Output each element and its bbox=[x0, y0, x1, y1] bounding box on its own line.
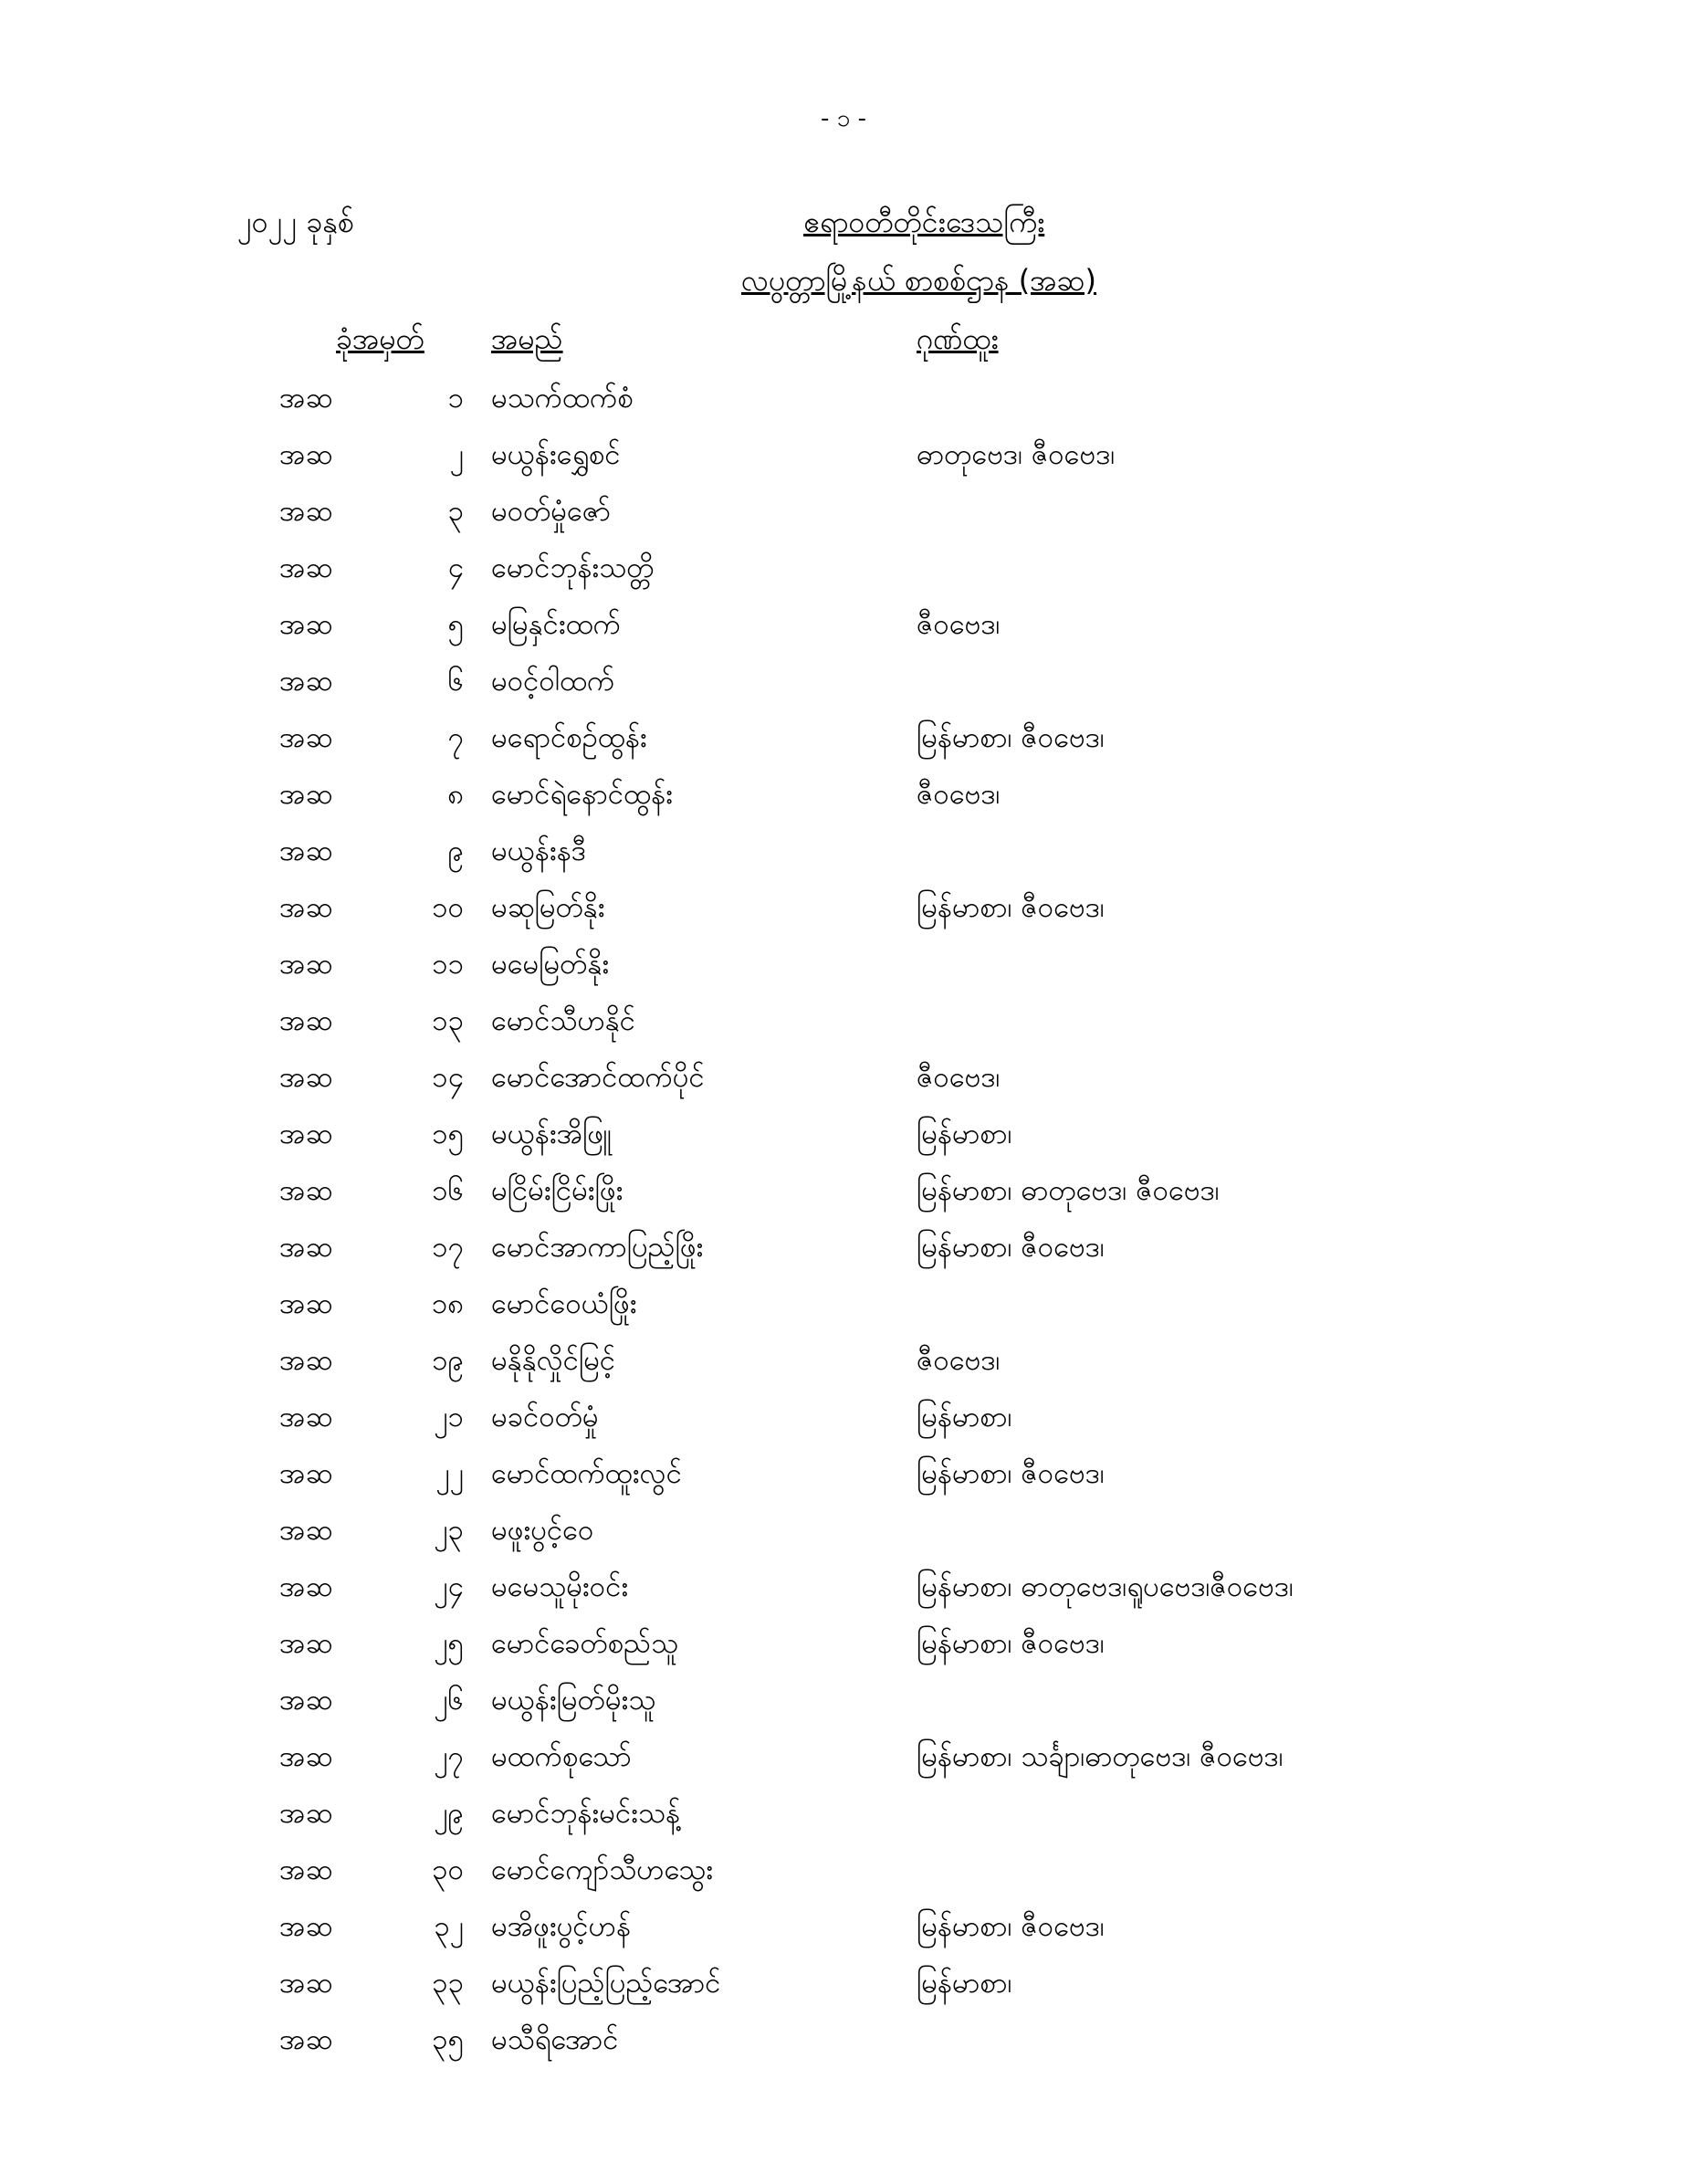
list-item bbox=[0, 1162, 1687, 1219]
list-item bbox=[0, 1106, 1687, 1162]
list-item bbox=[0, 1276, 1687, 1332]
row-number: ၁၀ bbox=[432, 891, 464, 924]
row-distinction: မြန်မာစာ၊ ဇီဝဗေဒ၊ bbox=[917, 1627, 1105, 1660]
row-distinction: မြန်မာစာ၊ ဇီဝဗေဒ၊ bbox=[917, 1231, 1105, 1264]
row-prefix: အဆ bbox=[279, 1514, 333, 1547]
row-name: မနိုနိုလှိုင်မြင့် bbox=[491, 1344, 616, 1377]
row-name: မအိဖူးပွင့်ဟန် bbox=[491, 1910, 632, 1943]
row-name: မသက်ထက်စံ bbox=[491, 382, 634, 415]
list-item bbox=[0, 370, 1687, 426]
row-prefix: အဆ bbox=[279, 1231, 333, 1264]
row-number: ၂၅ bbox=[434, 1627, 464, 1660]
row-name: မဝင့်ဝါထက် bbox=[491, 665, 615, 698]
row-name: မောင်သီဟနိုင် bbox=[491, 1004, 635, 1037]
document-subtitle: လပွတ္တာမြို့နယ် စာစစ်ဌာန (အဆ) bbox=[741, 263, 1097, 298]
row-prefix: အဆ bbox=[279, 1967, 333, 2000]
row-number: ၂၄ bbox=[434, 1570, 464, 1603]
list-item bbox=[0, 1672, 1687, 1728]
row-prefix: အဆ bbox=[279, 1853, 333, 1886]
row-name: မောင်အောင်ထက်ပိုင် bbox=[491, 1061, 705, 1094]
row-number: ၂ bbox=[449, 438, 464, 471]
row-name: မောင်အာကာပြည့်ဖြိုး bbox=[491, 1231, 704, 1264]
list-item bbox=[0, 823, 1687, 879]
results-list bbox=[0, 370, 1687, 2068]
row-name: မဝတ်မှုံဇော် bbox=[491, 495, 612, 528]
row-prefix: အဆ bbox=[279, 438, 333, 471]
column-header-name: အမည် bbox=[491, 321, 563, 356]
list-item bbox=[0, 540, 1687, 596]
row-name: မမေသူမိုးဝင်း bbox=[491, 1570, 629, 1603]
column-header-distinction: ဂုဏ်ထူး bbox=[917, 321, 999, 356]
list-item bbox=[0, 766, 1687, 823]
list-item bbox=[0, 709, 1687, 766]
list-item bbox=[0, 1502, 1687, 1559]
page-number: - ၁ - bbox=[821, 105, 866, 132]
row-number: ၃ bbox=[447, 495, 464, 528]
row-prefix: အဆ bbox=[279, 608, 333, 641]
row-number: ၃၀ bbox=[432, 1853, 464, 1886]
row-name: မယွန်းရွှေစင် bbox=[491, 438, 621, 471]
row-name: မောင်ဘုန်းမင်းသန့် bbox=[491, 1797, 681, 1830]
row-name: မငြိမ်းငြိမ်းဖြိုး bbox=[491, 1174, 623, 1207]
row-prefix: အဆ bbox=[279, 721, 333, 754]
row-number: ၁၇ bbox=[432, 1231, 464, 1264]
row-number: ၁၉ bbox=[432, 1344, 464, 1377]
list-item bbox=[0, 992, 1687, 1049]
list-item bbox=[0, 1785, 1687, 1842]
list-item bbox=[0, 1389, 1687, 1445]
document-year: ၂၀၂၂ ခုနှစ် bbox=[237, 205, 354, 239]
list-item bbox=[0, 879, 1687, 936]
row-number: ၃၅ bbox=[432, 2023, 464, 2056]
row-prefix: အဆ bbox=[279, 1287, 333, 1320]
row-number: ၂၉ bbox=[434, 1797, 464, 1830]
row-number: ၂၁ bbox=[434, 1401, 464, 1433]
row-number: ၂၇ bbox=[434, 1740, 464, 1773]
row-distinction: မြန်မာစာ၊ ဓာတုဗေဒ၊ရူပဗေဒ၊ဇီဝဗေဒ၊ bbox=[917, 1570, 1294, 1603]
row-prefix: အဆ bbox=[279, 1118, 333, 1150]
list-item bbox=[0, 2011, 1687, 2068]
row-prefix: အဆ bbox=[279, 835, 333, 867]
list-item bbox=[0, 1615, 1687, 1672]
row-prefix: အဆ bbox=[279, 1910, 333, 1943]
row-distinction: ဇီဝဗေဒ၊ bbox=[917, 778, 1001, 811]
list-item bbox=[0, 1219, 1687, 1276]
row-prefix: အဆ bbox=[279, 1004, 333, 1037]
row-name: မယွန်းပြည့်ပြည့်အောင် bbox=[491, 1967, 721, 2000]
row-number: ၃၂ bbox=[434, 1910, 464, 1943]
row-name: မယွန်းအိဖြူ bbox=[491, 1118, 613, 1150]
list-item bbox=[0, 1049, 1687, 1106]
row-number: ၁၄ bbox=[432, 1061, 464, 1094]
row-number: ၂၃ bbox=[434, 1514, 464, 1547]
row-distinction: မြန်မာစာ၊ ဓာတုဗေဒ၊ ဇီဝဗေဒ၊ bbox=[917, 1174, 1220, 1207]
row-prefix: အဆ bbox=[279, 1797, 333, 1830]
row-prefix: အဆ bbox=[279, 1174, 333, 1207]
row-name: မောင်ရဲနောင်ထွန်း bbox=[491, 778, 673, 811]
row-name: မထက်စုသော် bbox=[491, 1740, 632, 1773]
list-item bbox=[0, 653, 1687, 709]
list-item bbox=[0, 1445, 1687, 1502]
row-prefix: အဆ bbox=[279, 665, 333, 698]
row-distinction: မြန်မာစာ၊ ဇီဝဗေဒ၊ bbox=[917, 1910, 1105, 1943]
row-name: မဆုမြတ်နိုး bbox=[491, 891, 605, 924]
row-number: ၁ bbox=[447, 382, 464, 415]
row-number: ၁၈ bbox=[431, 1287, 464, 1320]
row-number: ၇ bbox=[447, 721, 464, 754]
row-number: ၄ bbox=[447, 551, 464, 584]
row-distinction: ဓာတုဗေဒ၊ ဇီဝဗေဒ၊ bbox=[917, 438, 1116, 471]
row-number: ၁၅ bbox=[432, 1118, 464, 1150]
row-name: မောင်ဝေယံဖြိုး bbox=[491, 1287, 637, 1320]
row-number: ၂၂ bbox=[435, 1457, 464, 1490]
row-prefix: အဆ bbox=[279, 948, 333, 981]
row-name: မောင်ဘုန်းသတ္တိ bbox=[491, 551, 655, 584]
row-name: မဖူးပွင့်ဝေ bbox=[491, 1514, 594, 1547]
row-name: မမေမြတ်နိုး bbox=[491, 948, 610, 981]
column-header-roll-number: ခုံအမှတ် bbox=[336, 321, 424, 356]
row-number: ၆ bbox=[447, 665, 464, 698]
row-distinction: ဇီဝဗေဒ၊ bbox=[917, 1061, 1001, 1094]
row-prefix: အဆ bbox=[279, 1627, 333, 1660]
document-title: ဧရာဝတီတိုင်းဒေသကြီး bbox=[803, 205, 1045, 239]
row-name: မခင်ဝတ်မှုံ bbox=[491, 1401, 599, 1433]
row-name: မမြနှင်းထက် bbox=[491, 608, 622, 641]
row-prefix: အဆ bbox=[279, 891, 333, 924]
row-distinction: မြန်မာစာ၊ သင်္ချာ၊ဓာတုဗေဒ၊ ဇီဝဗေဒ၊ bbox=[917, 1740, 1284, 1773]
row-prefix: အဆ bbox=[279, 1457, 333, 1490]
list-item bbox=[0, 1898, 1687, 1955]
list-item bbox=[0, 483, 1687, 540]
list-item bbox=[0, 596, 1687, 653]
row-prefix: အဆ bbox=[279, 551, 333, 584]
row-prefix: အဆ bbox=[279, 1570, 333, 1603]
row-name: မောင်ကျော်သီဟသွေး bbox=[491, 1853, 714, 1886]
row-name: မသီရိအောင် bbox=[491, 2023, 619, 2056]
row-prefix: အဆ bbox=[279, 495, 333, 528]
row-distinction: မြန်မာစာ၊ ဇီဝဗေဒ၊ bbox=[917, 721, 1105, 754]
row-number: ၁၃ bbox=[432, 1004, 464, 1037]
list-item bbox=[0, 1728, 1687, 1785]
row-prefix: အဆ bbox=[279, 778, 333, 811]
row-number: ၅ bbox=[447, 608, 464, 641]
row-prefix: အဆ bbox=[279, 382, 333, 415]
row-name: မောင်ထက်ထူးလွင် bbox=[491, 1457, 682, 1490]
row-number: ၉ bbox=[447, 835, 464, 867]
list-item bbox=[0, 1955, 1687, 2011]
row-name: မောင်ခေတ်စည်သူ bbox=[491, 1627, 679, 1660]
list-item bbox=[0, 1332, 1687, 1389]
row-number: ၁၆ bbox=[432, 1174, 464, 1207]
row-name: မရောင်စဉ်ထွန်း bbox=[491, 721, 647, 754]
row-distinction: မြန်မာစာ၊ bbox=[917, 1967, 1012, 2000]
row-prefix: အဆ bbox=[279, 1061, 333, 1094]
row-prefix: အဆ bbox=[279, 2023, 333, 2056]
row-prefix: အဆ bbox=[279, 1740, 333, 1773]
row-name: မယွန်းနဒီ bbox=[491, 835, 586, 867]
row-distinction: မြန်မာစာ၊ ဇီဝဗေဒ၊ bbox=[917, 891, 1105, 924]
row-number: ၁၁ bbox=[432, 948, 464, 981]
row-distinction: မြန်မာစာ၊ bbox=[917, 1118, 1012, 1150]
list-item bbox=[0, 426, 1687, 483]
row-number: ၂၆ bbox=[434, 1684, 464, 1717]
row-distinction: မြန်မာစာ၊ bbox=[917, 1401, 1012, 1433]
list-item bbox=[0, 1559, 1687, 1615]
row-name: မယွန်းမြတ်မိုးသူ bbox=[491, 1684, 656, 1717]
row-distinction: ဇီဝဗေဒ၊ bbox=[917, 608, 1001, 641]
row-number: ၈ bbox=[447, 778, 464, 811]
list-item bbox=[0, 936, 1687, 992]
row-prefix: အဆ bbox=[279, 1401, 333, 1433]
row-prefix: အဆ bbox=[279, 1344, 333, 1377]
row-prefix: အဆ bbox=[279, 1684, 333, 1717]
row-distinction: မြန်မာစာ၊ ဇီဝဗေဒ၊ bbox=[917, 1457, 1105, 1490]
row-distinction: ဇီဝဗေဒ၊ bbox=[917, 1344, 1001, 1377]
row-number: ၃၃ bbox=[432, 1967, 464, 2000]
list-item bbox=[0, 1842, 1687, 1898]
